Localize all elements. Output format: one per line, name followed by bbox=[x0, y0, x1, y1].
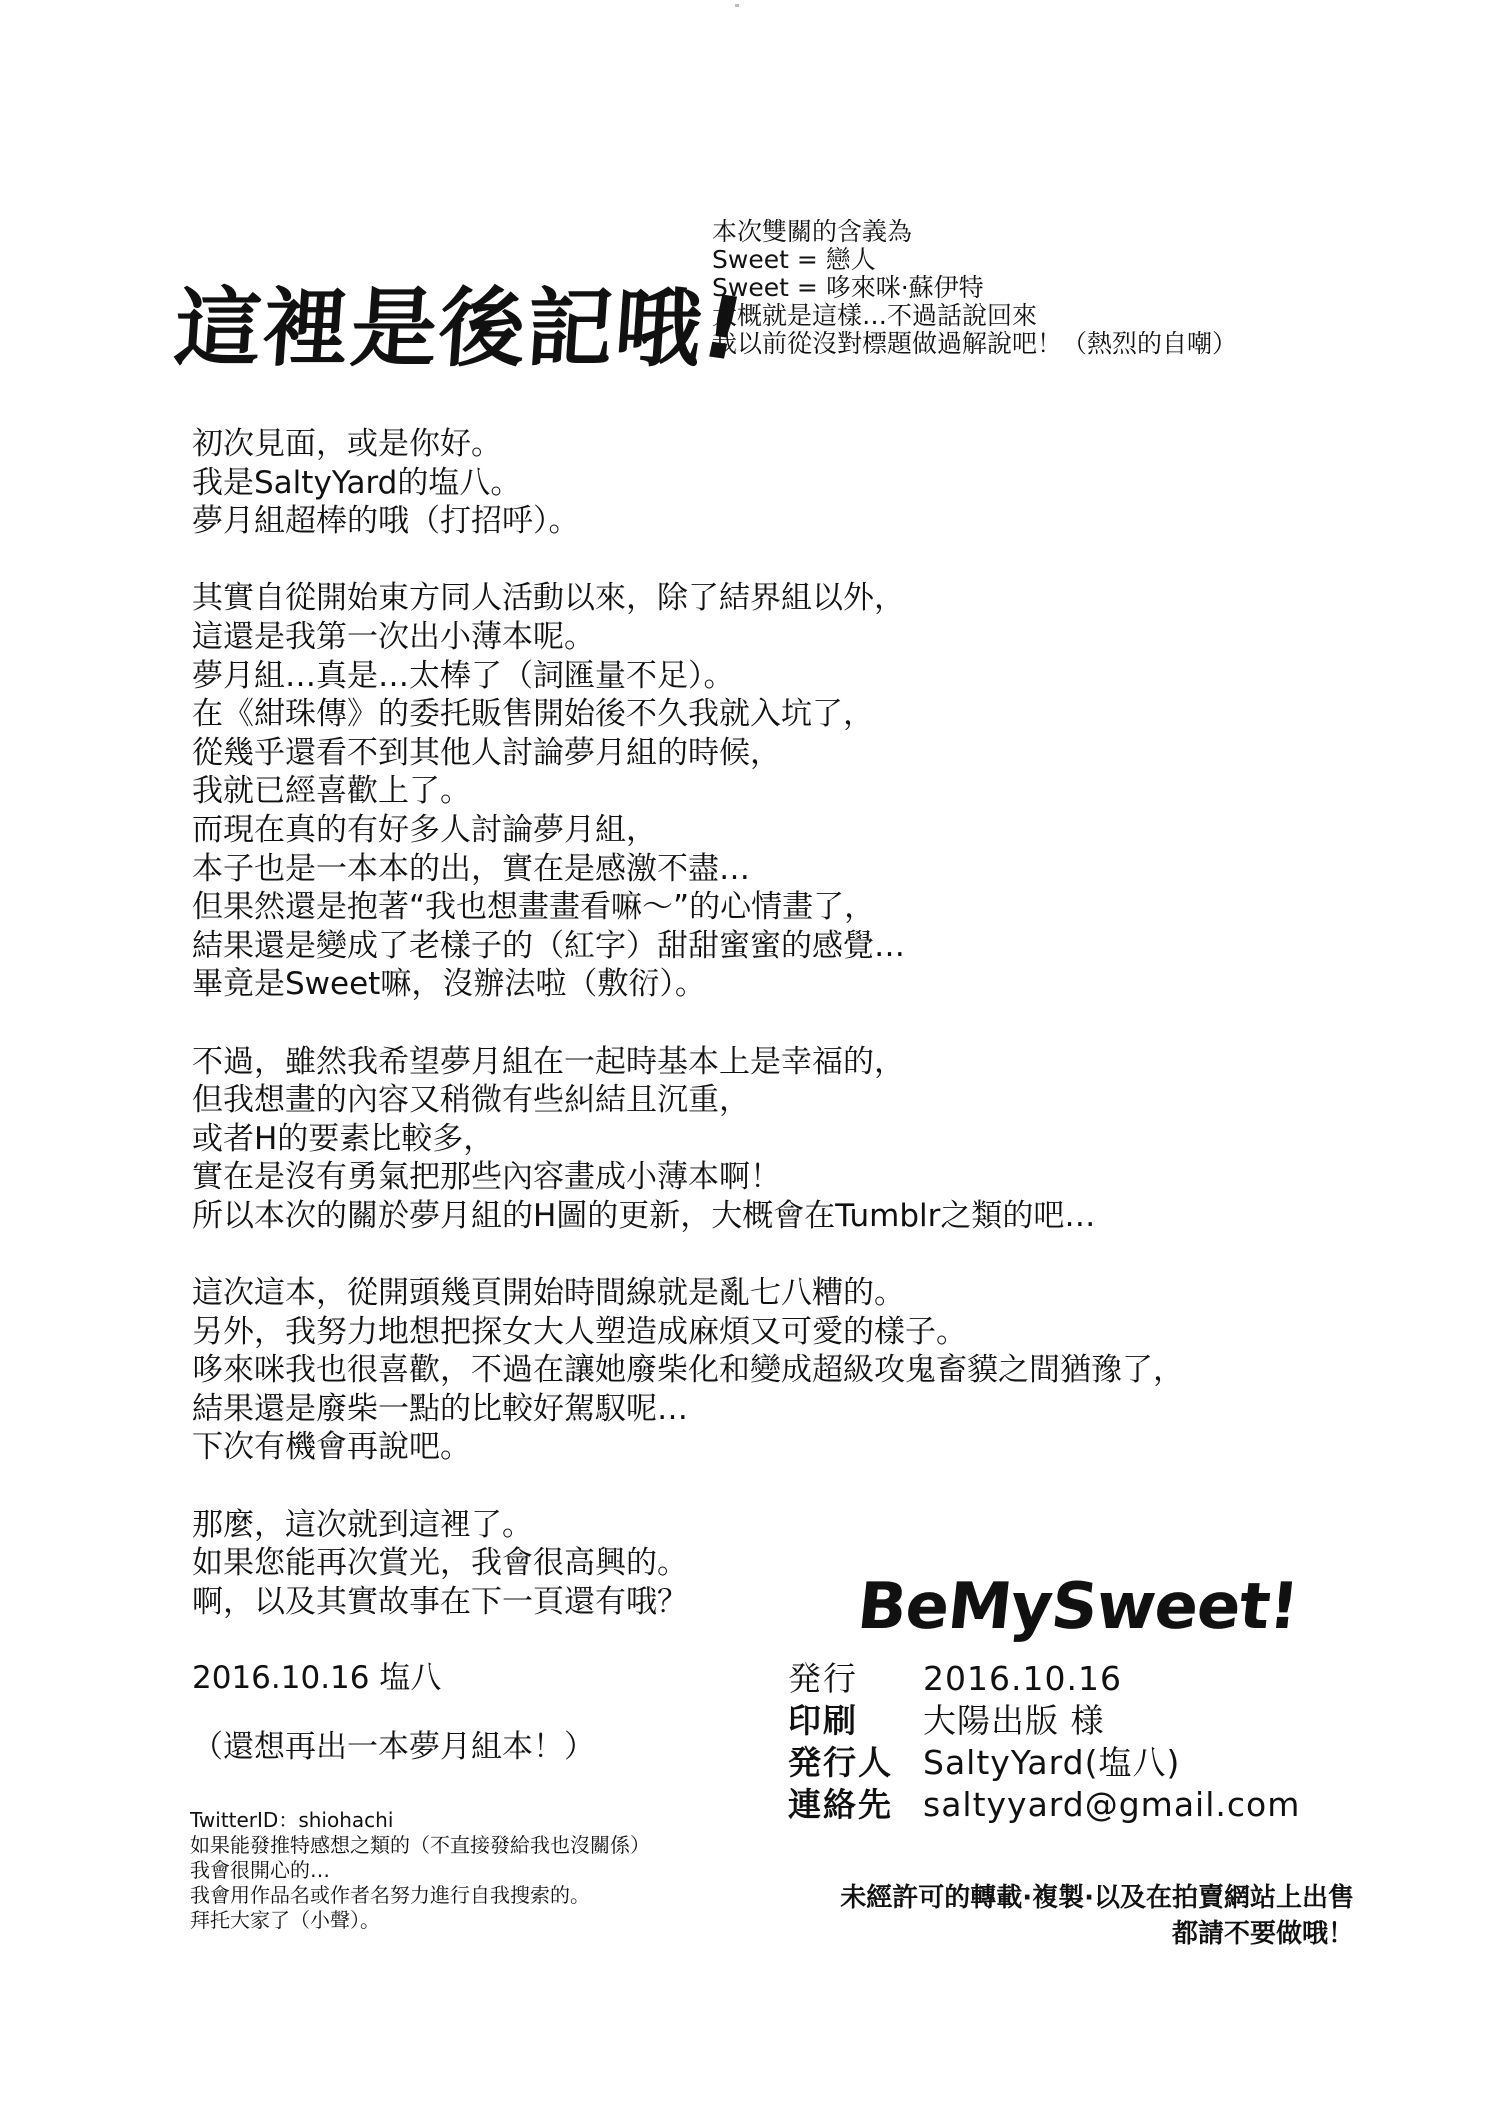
book-logo: BeMySweet! bbox=[854, 1570, 1302, 1644]
note-line: 我以前從沒對標題做過解說吧！（熱烈的自嘲） bbox=[712, 329, 1238, 358]
twitter-line: 如果能發推特感想之類的（不直接發給我也沒關係） bbox=[190, 1833, 650, 1857]
body-line: 另外，我努力地想把探女大人塑造成麻煩又可愛的樣子。 bbox=[192, 1313, 967, 1350]
twitter-line: 我會用作品名或作者名努力進行自我搜索的。 bbox=[190, 1883, 590, 1907]
body-line: 啊，以及其實故事在下一頁還有哦？ bbox=[192, 1583, 688, 1620]
body-line: 下次有機會再說吧。 bbox=[192, 1429, 471, 1466]
body-line: 所以本次的關於夢月組的H圖的更新，大概會在Tumblr之類的吧… bbox=[192, 1197, 1096, 1234]
body-line: 如果您能再次賞光，我會很高興的。 bbox=[192, 1545, 688, 1582]
body-line: 哆來咪我也很喜歡，不過在讓她廢柴化和變成超級攻鬼畜貘之間猶豫了， bbox=[192, 1352, 1184, 1389]
colophon-value: SaltyYard(塩八) bbox=[923, 1743, 1181, 1782]
body-line: 但我想畫的內容又稍微有些糾結且沉重， bbox=[192, 1082, 750, 1119]
colophon-key: 発行 bbox=[788, 1659, 858, 1698]
body-line: 不過，雖然我希望夢月組在一起時基本上是幸福的， bbox=[192, 1043, 905, 1080]
body-line: 從幾乎還看不到其他人討論夢月組的時候， bbox=[192, 734, 781, 771]
body-line: 我就已經喜歡上了。 bbox=[192, 773, 471, 810]
twitter-note bbox=[190, 1808, 650, 1933]
body-line: 那麼，這次就到這裡了。 bbox=[192, 1506, 533, 1543]
colophon-row bbox=[788, 1742, 1300, 1784]
afterword-body bbox=[192, 425, 1184, 1621]
body-line: 初次見面，或是你好。 bbox=[192, 426, 502, 462]
twitter-line: 拜托大家了（小聲）。 bbox=[190, 1908, 380, 1932]
body-line: 夢月組…真是…太棒了（詞匯量不足）。 bbox=[192, 657, 735, 694]
warning-line: 都請不要做哦！ bbox=[1171, 1919, 1354, 1949]
colophon-key: 連絡先 bbox=[788, 1785, 893, 1824]
body-line: 或者H的要素比較多， bbox=[192, 1120, 495, 1157]
signature: 2016.10.16 塩八 bbox=[192, 1660, 442, 1696]
body-line: 而現在真的有好多人討論夢月組， bbox=[192, 811, 657, 848]
warning-line: 未經許可的轉載·複製·以及在拍賣網站上出售 bbox=[840, 1883, 1354, 1913]
colophon-row bbox=[788, 1658, 1300, 1700]
colophon-value: saltyyard@gmail.com bbox=[923, 1785, 1301, 1824]
colophon-key: 発行人 bbox=[788, 1743, 893, 1782]
body-line: 這次這本，從開頭幾頁開始時間線就是亂七八糟的。 bbox=[192, 1275, 905, 1312]
body-line: 本子也是一本本的出，實在是感激不盡… bbox=[192, 850, 750, 887]
body-line: 結果還是廢柴一點的比較好駕馭呢… bbox=[192, 1390, 688, 1427]
colophon-value: 2016.10.16 bbox=[923, 1659, 1122, 1698]
body-line: 但果然還是抱著“我也想畫畫看嘛～”的心情畫了， bbox=[192, 889, 876, 926]
body-line: 在《紺珠傳》的委托販售開始後不久我就入坑了， bbox=[192, 696, 874, 733]
colophon-row bbox=[788, 1784, 1300, 1826]
twitter-line: TwitterID：shiohachi bbox=[190, 1808, 394, 1832]
colophon bbox=[788, 1658, 1300, 1826]
note-line: Sweet = 戀人 bbox=[712, 245, 876, 274]
copyright-warning bbox=[782, 1880, 1354, 1952]
body-line: 這還是我第一次出小薄本呢。 bbox=[192, 618, 595, 655]
note-line: 本次雙關的含義為 bbox=[712, 217, 913, 246]
colophon-row bbox=[788, 1700, 1300, 1742]
scan-mark bbox=[735, 4, 739, 7]
body-line: 結果還是變成了老樣子的（紅字）甜甜蜜蜜的感覺… bbox=[192, 927, 905, 964]
colophon-key: 印刷 bbox=[788, 1701, 858, 1740]
twitter-line: 我會很開心的… bbox=[190, 1858, 330, 1882]
body-line: 我是SaltyYard的塩八。 bbox=[192, 464, 522, 501]
afterword-title-exclamation: ! bbox=[692, 276, 755, 382]
title-note bbox=[712, 218, 1237, 358]
postscript: （還想再出一本夢月組本！） bbox=[192, 1729, 595, 1765]
note-line: Sweet = 哆來咪·蘇伊特 bbox=[712, 273, 984, 302]
body-line: 夢月組超棒的哦（打招呼）。 bbox=[192, 503, 580, 540]
body-line: 畢竟是Sweet嘛，沒辦法啦（敷衍）。 bbox=[192, 966, 706, 1003]
afterword-title-text: 這裡是後記哦 bbox=[171, 279, 707, 379]
note-line: 大概就是這樣…不過話說回來 bbox=[712, 301, 1038, 330]
body-line: 其實自從開始東方同人活動以來，除了結界組以外， bbox=[192, 580, 905, 617]
body-line: 實在是沒有勇氣把那些內容畫成小薄本啊！ bbox=[192, 1159, 781, 1196]
colophon-value: 大陽出版 様 bbox=[923, 1701, 1105, 1740]
afterword-title bbox=[171, 276, 755, 382]
